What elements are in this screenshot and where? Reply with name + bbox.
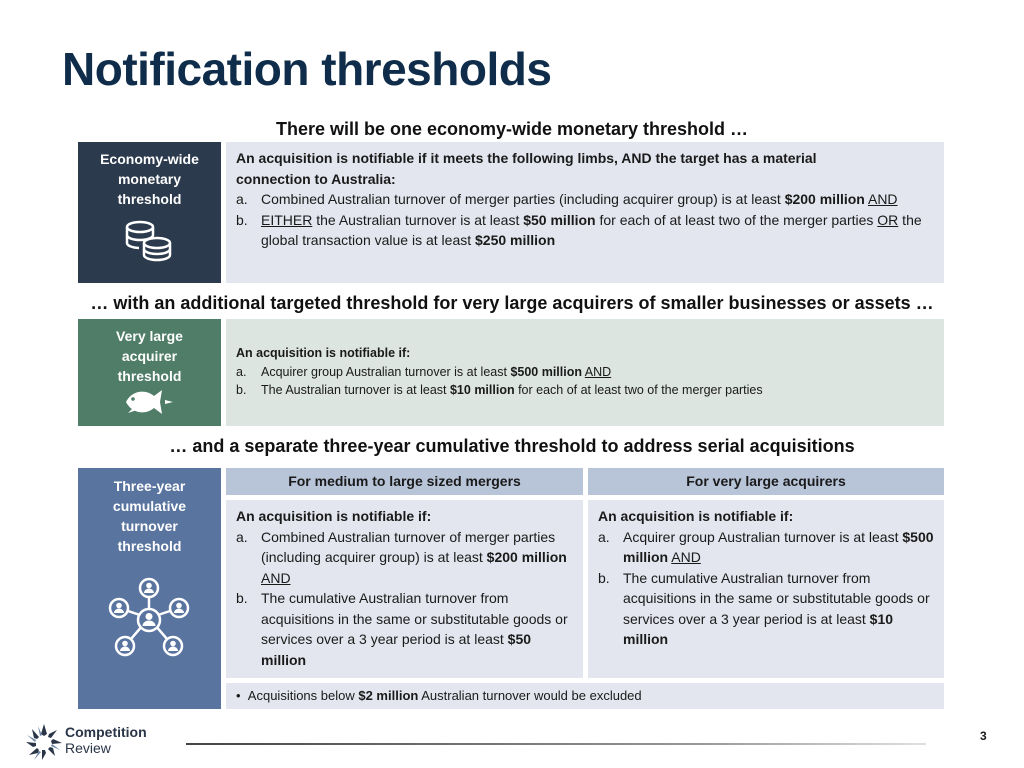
- very-large-acquirers-criteria: [588, 500, 944, 678]
- coins-icon: [122, 220, 174, 262]
- medium-large-item-b: b. The cumulative Australian turnover from acquisitions in the same or substitutable goods or services over a 3 year period is at least $50 million: [236, 590, 568, 668]
- very-large-item-b: b. The cumulative Australian turnover from acquisitions in the same or substitutable goods or services over a 3 year period is at least $10 million: [598, 569, 930, 647]
- very-large-acquirer-criteria: [226, 319, 944, 426]
- very-large-acquirer-lead: An acquisition is notifiable if:: [236, 346, 411, 360]
- economy-wide-item-a: a. Combined Australian turnover of merger parties (including acquirer group) is at least $200 million AND: [236, 191, 898, 207]
- very-large-acquirer-item-a: a. Acquirer group Australian turnover is at least $500 million AND: [236, 364, 612, 379]
- medium-large-mergers-criteria: [226, 500, 583, 678]
- very-large-acquirer-item-b: b. The Australian turnover is at least $10 million for each of at least two of the merger parties: [236, 383, 763, 397]
- very-large-lead: An acquisition is notifiable if:: [598, 508, 794, 524]
- logo-text-review: Review: [65, 740, 111, 756]
- economy-wide-lead-1: An acquisition is notifiable if it meets the following limbs, AND the target has a material: [236, 150, 817, 166]
- economy-wide-label-box: [78, 142, 221, 283]
- very-large-acquirer-heading: … with an additional targeted threshold for very large acquirers of smaller businesses or assets …: [90, 293, 934, 313]
- footer-divider: [186, 743, 926, 745]
- page-number: 3: [980, 729, 987, 743]
- medium-large-lead: An acquisition is notifiable if:: [236, 508, 432, 524]
- fish-icon: [122, 387, 174, 417]
- cumulative-label-box: [78, 468, 221, 709]
- economy-wide-item-b: b. EITHER the Australian turnover is at least $50 million for each of at least two of the merger parties OR the global transaction value is at least $250 million: [236, 211, 922, 248]
- medium-large-mergers-header: For medium to large sized mergers: [226, 468, 583, 495]
- medium-large-item-a: a. Combined Australian turnover of merger parties (including acquirer group) is at least $200 million AND: [236, 528, 567, 586]
- economy-wide-label: Economy-wide monetary threshold: [100, 151, 199, 207]
- very-large-acquirer-label-box: [78, 319, 221, 426]
- economy-wide-lead-2: connection to Australia:: [236, 170, 396, 187]
- very-large-acquirers-header: For very large acquirers: [588, 468, 944, 495]
- cumulative-heading: … and a separate three-year cumulative threshold to address serial acquisitions: [169, 436, 855, 456]
- exclusion-note: • Acquisitions below $2 million Australian turnover would be excluded: [226, 683, 944, 709]
- very-large-acquirer-label: Very large acquirer threshold: [116, 328, 183, 384]
- very-large-item-a: a. Acquirer group Australian turnover is at least $500 million AND: [598, 528, 934, 565]
- economy-wide-criteria: [226, 142, 944, 283]
- network-people-icon: [107, 576, 191, 660]
- page-title: Notification thresholds: [62, 43, 552, 95]
- logo-text-competition: Competition: [65, 724, 147, 740]
- economy-wide-heading: There will be one economy-wide monetary threshold …: [275, 119, 749, 139]
- cumulative-label: Three-year cumulative turnover threshold: [112, 478, 187, 554]
- competition-review-logo-icon: [24, 722, 64, 762]
